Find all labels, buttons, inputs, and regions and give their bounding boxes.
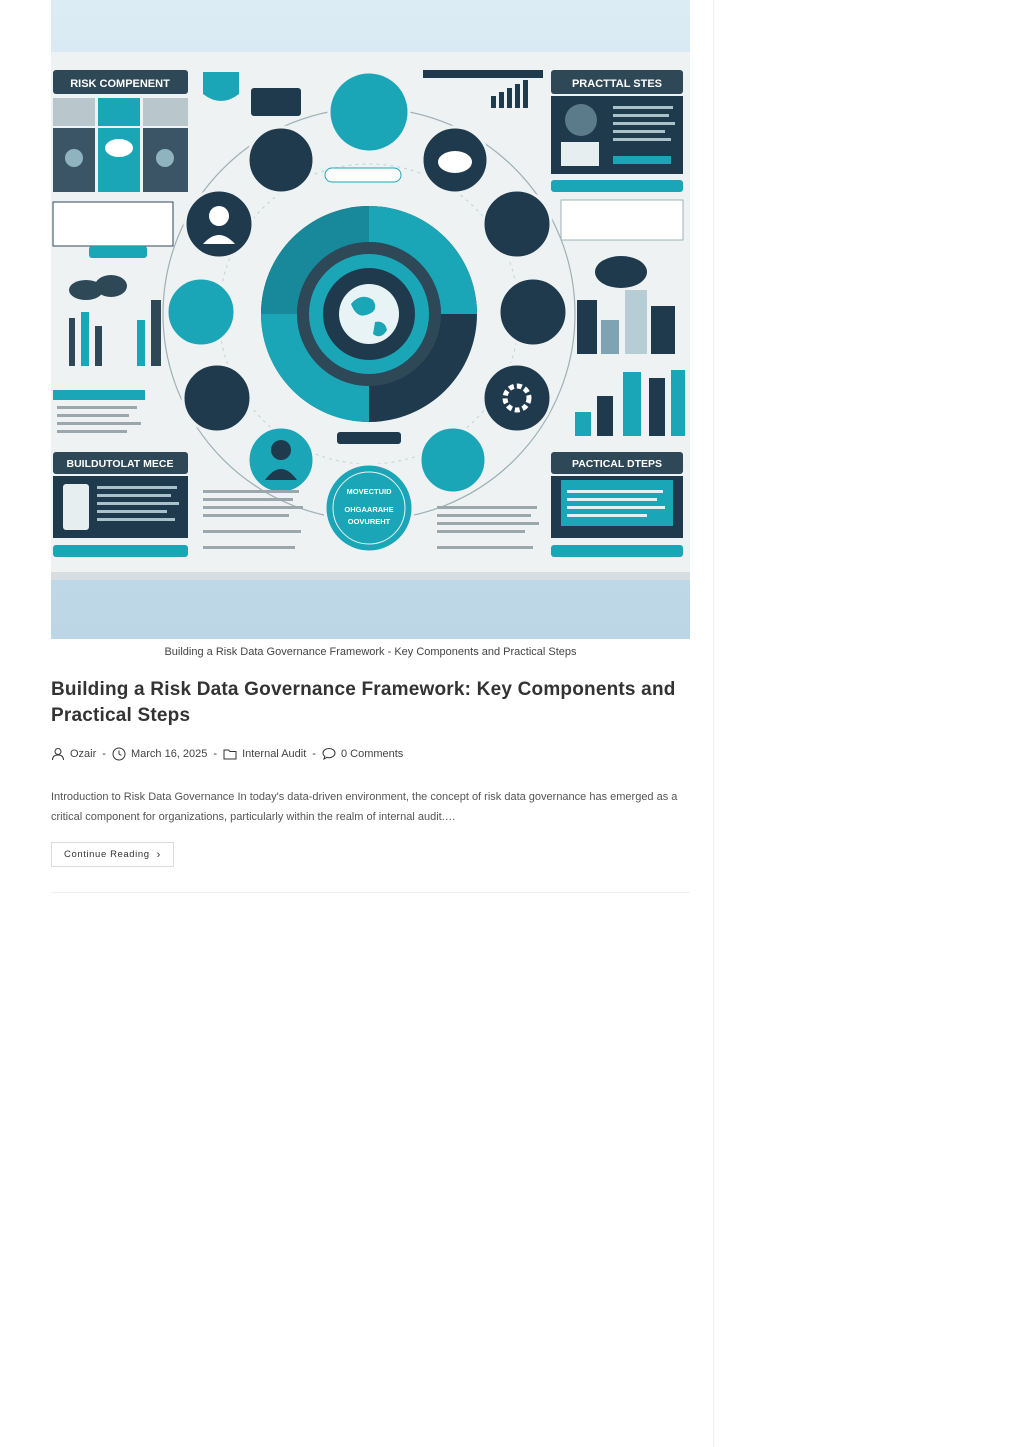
meta-separator: - — [102, 748, 106, 760]
infographic-illustration — [51, 0, 690, 639]
continue-reading-label: Continue Reading — [64, 849, 150, 860]
panel-bottom-left-title: BUILDUTOLAT MECE — [66, 458, 174, 470]
panel-bottom-right-title: PACTICAL DTEPS — [571, 458, 663, 470]
author-link[interactable]: Ozair — [70, 748, 97, 760]
clock-icon — [112, 747, 126, 761]
comments-link[interactable]: 0 Comments — [340, 748, 404, 760]
post-date: March 16, 2025 — [130, 748, 208, 760]
post-excerpt: Introduction to Risk Data Governance In today's data-driven environment, the concept of risk data governance has emerged as a critical component for organizations, particularly within the realm of internal audit.… — [51, 791, 678, 823]
featured-image[interactable] — [51, 0, 690, 639]
post-meta — [51, 747, 403, 761]
folder-icon — [223, 747, 237, 761]
image-caption: Building a Risk Data Governance Framework - Key Components and Practical Steps — [164, 646, 577, 658]
comment-icon — [322, 747, 336, 761]
badge-line-2: OHGAARAHE — [344, 505, 394, 514]
badge-line-3: OOVUREHT — [347, 517, 391, 526]
category-link[interactable]: Internal Audit — [242, 748, 307, 760]
sidebar-divider — [713, 0, 714, 1447]
panel-top-left-title: RISK COMPENENT — [70, 78, 170, 90]
meta-separator: - — [213, 748, 218, 760]
chevron-right-icon: › — [156, 848, 161, 861]
meta-separator: - — [312, 748, 316, 760]
panel-top-right-title: PRACTTAL STES — [571, 78, 663, 90]
badge-line-1: MOVECTUID — [346, 487, 392, 496]
user-icon — [51, 747, 65, 761]
continue-reading-button[interactable] — [51, 842, 174, 867]
post-divider — [51, 892, 690, 893]
post-title-link[interactable]: Building a Risk Data Governance Framework: Key Components and Practical Steps — [51, 679, 676, 726]
